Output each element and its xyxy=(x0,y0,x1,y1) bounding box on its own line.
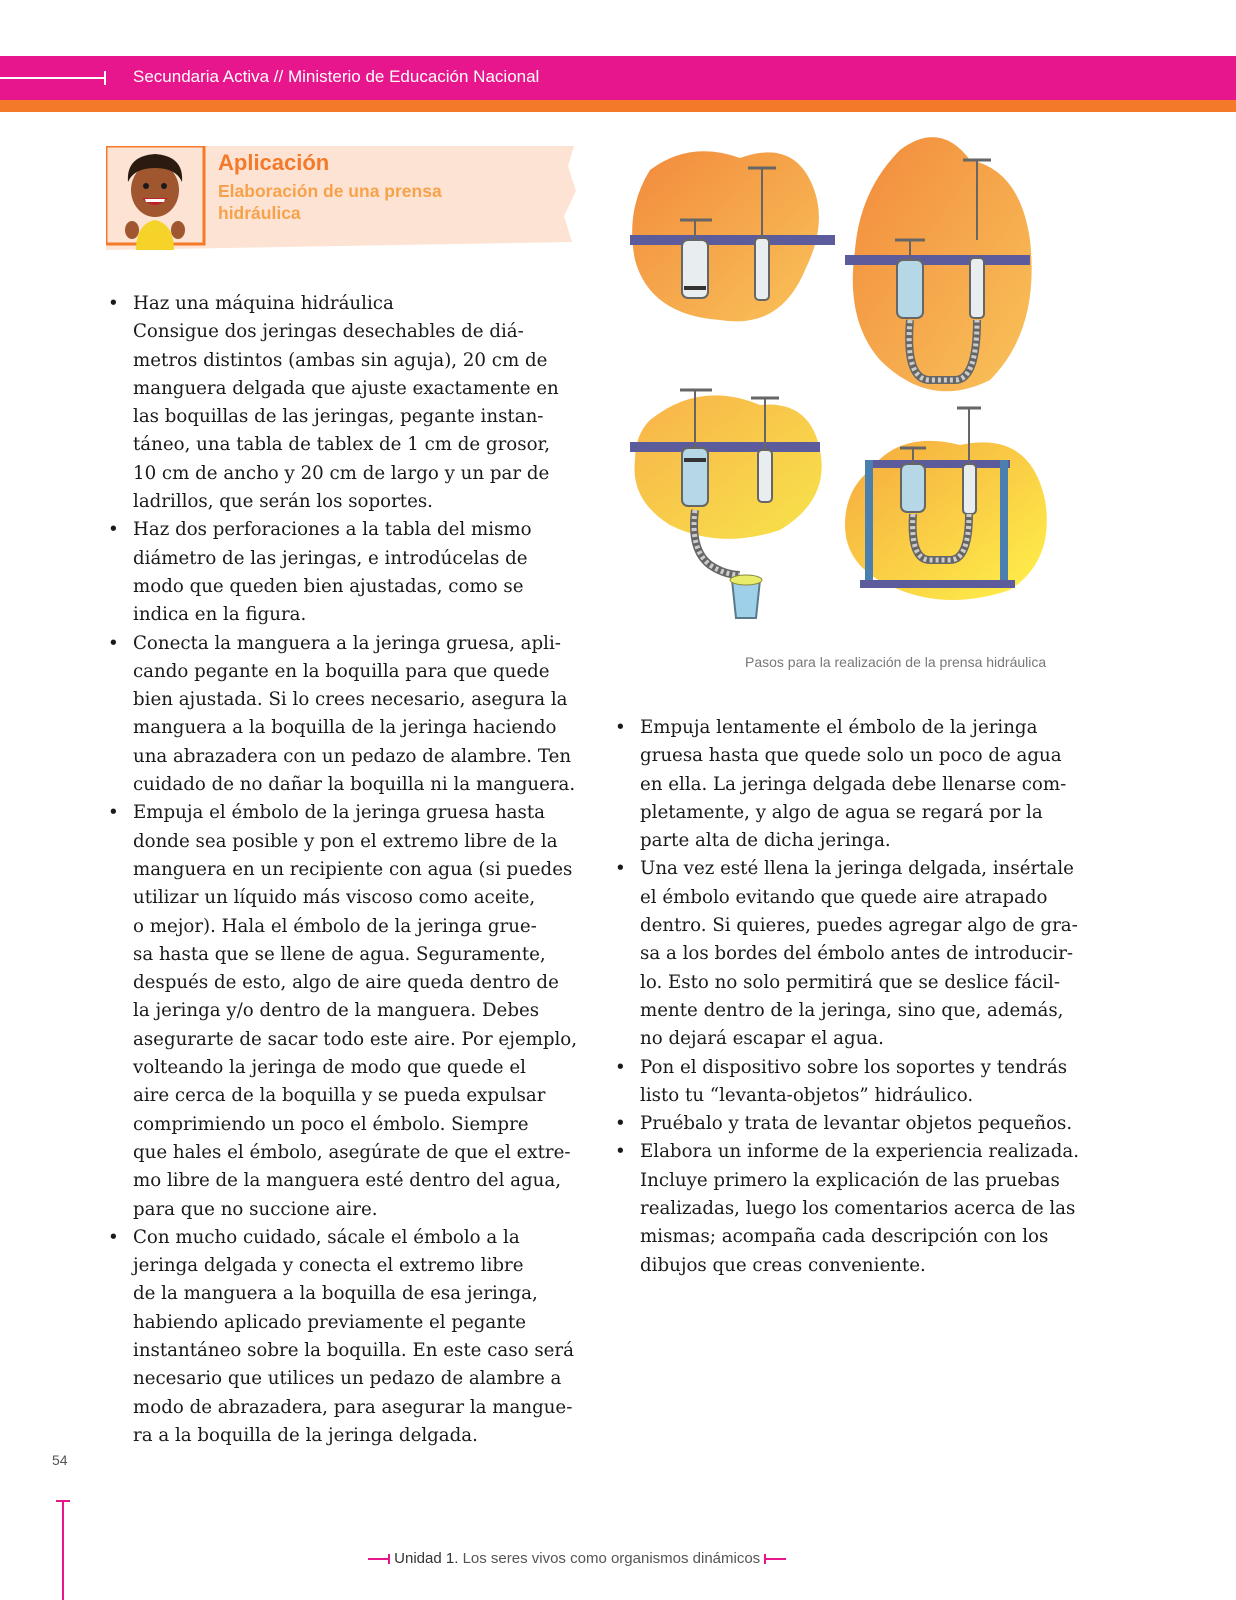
step-1-drawing xyxy=(630,151,835,321)
list-item xyxy=(615,1054,1090,1111)
bullet: • xyxy=(108,1226,119,1248)
bullet: • xyxy=(615,858,626,880)
right-instructions-list xyxy=(615,714,1090,1280)
header-rule xyxy=(0,77,106,79)
bullet: • xyxy=(108,519,119,541)
header-title: Secundaria Activa // Ministerio de Educación Nacional xyxy=(133,67,540,86)
bullet: • xyxy=(615,1141,626,1163)
left-instructions-list xyxy=(108,290,588,1450)
section-banner xyxy=(106,146,586,250)
footer-rule-right xyxy=(764,1558,786,1560)
list-item xyxy=(108,799,588,1223)
page-footer xyxy=(368,1550,786,1567)
list-item xyxy=(615,1110,1090,1138)
page-number: 54 xyxy=(52,1452,68,1468)
header-accent-band xyxy=(0,100,1236,112)
student-avatar-icon xyxy=(106,146,204,250)
list-item xyxy=(615,714,1090,855)
footer-rule-left xyxy=(368,1558,390,1560)
list-item-heading: Haz una máquina hidráulica xyxy=(133,293,394,314)
bullet: • xyxy=(108,293,119,314)
list-item-text: Empuja lentamente el émbolo de la jeringa gruesa hasta que quede solo un poco de agua en ella. La jeringa delgada debe llenarse com- pletamente, y algo de agua se regará por la parte alta de dicha jeringa. xyxy=(640,717,1067,852)
list-item xyxy=(615,855,1090,1053)
list-item-text: Elabora un informe de la experiencia realizada. Incluye primero la explicación de las pruebas realizadas, luego los comentarios acerca de las mismas; acompaña cada descripción con los dibujos que creas conveniente. xyxy=(640,1141,1080,1276)
hydraulic-press-illustration xyxy=(630,130,1060,630)
list-item-text: Una vez esté llena la jeringa delgada, insértale el émbolo evitando que quede aire atrapado dentro. Si quieres, puedes agregar algo de gra- sa a los bordes del émbolo antes de introducir- lo. Esto no solo permitirá que se deslice fácil- mente dentro de la jeringa, sino que, además, no dejará escapar el agua. xyxy=(640,858,1078,1050)
list-item xyxy=(108,290,588,516)
bullet: • xyxy=(615,1056,626,1078)
header-rule-tick xyxy=(104,71,106,85)
footer-unit-label: Unidad 1. xyxy=(394,1550,459,1567)
list-item-text: Consigue dos jeringas desechables de diá- metros distintos (ambas sin aguja), 20 cm de manguera delgada que ajuste exactamente en las boquillas de las jeringas, pegante instan- táneo, una tabla de tablex de 1 cm de grosor, 10 cm de ancho y 20 cm de largo y un par de ladrillos, que serán los soportes. xyxy=(133,321,559,513)
list-item xyxy=(108,1224,588,1450)
figure-caption: Pasos para la realización de la prensa hidráulica xyxy=(745,654,1047,670)
bullet: • xyxy=(108,632,119,654)
list-item-text: Conecta la manguera a la jeringa gruesa, apli- cando pegante en la boquilla para que quede bien ajustada. Si lo crees necesario, asegura la manguera a la boquilla de la jeringa haciendo una abrazadera con un pedazo de alambre. Ten cuidado de no dañar la boquilla ni la manguera. xyxy=(133,632,576,796)
list-item-text: Con mucho cuidado, sácale el émbolo a la jeringa delgada y conecta el extremo libre de la manguera a la boquilla de esa jeringa, habiendo aplicado previamente el pegante instantáneo sobre la boquilla. En este caso será necesario que utilices un pedazo de alambre a modo de abrazadera, para asegurar la mangue- ra a la boquilla de la jeringa delgada. xyxy=(133,1226,574,1446)
step-3-drawing xyxy=(630,390,822,618)
list-item-text: Pruébalo y trata de levantar objetos pequeños. xyxy=(640,1113,1073,1135)
list-item xyxy=(108,516,588,629)
section-subtitle: Elaboración de una prensa hidráulica xyxy=(218,181,442,223)
bullet: • xyxy=(615,717,626,738)
footer-unit-title: Los seres vivos como organismos dinámicos xyxy=(462,1550,761,1567)
step-2-drawing xyxy=(845,137,1032,391)
list-item xyxy=(108,630,588,800)
list-item-text: Pon el dispositivo sobre los soportes y tendrás listo tu “levanta-objetos” hidráulico. xyxy=(640,1056,1068,1106)
bullet: • xyxy=(108,802,119,824)
list-item-text: Haz dos perforaciones a la tabla del mismo diámetro de las jeringas, e introdúcelas de modo que queden bien ajustadas, como se indica en la figura. xyxy=(133,519,532,626)
list-item xyxy=(615,1138,1090,1279)
section-title: Aplicación xyxy=(218,150,330,175)
list-item-text: Empuja el émbolo de la jeringa gruesa hasta donde sea posible y pon el extremo libre de la manguera en un recipiente con agua (si puedes utilizar un líquido más viscoso como aceite, o mejor). Hala el émbolo de la jeringa grue- sa hasta que se llene de agua. Seguramente, después de esto, algo de aire queda dentro de la jeringa y/o dentro de la manguera. Debes asegurarte de sacar todo este aire. Por ejemplo, volteando la jeringa de modo que quede el aire cerca de la boquilla y se pueda expulsar comprimiendo un poco el émbolo. Siempre que hales el émbolo, asegúrate de que el extre- mo libre de la manguera esté dentro del agua, para que no succione aire. xyxy=(133,802,578,1220)
step-4-drawing xyxy=(845,408,1047,600)
bullet: • xyxy=(615,1113,626,1135)
margin-rule xyxy=(62,1500,64,1600)
